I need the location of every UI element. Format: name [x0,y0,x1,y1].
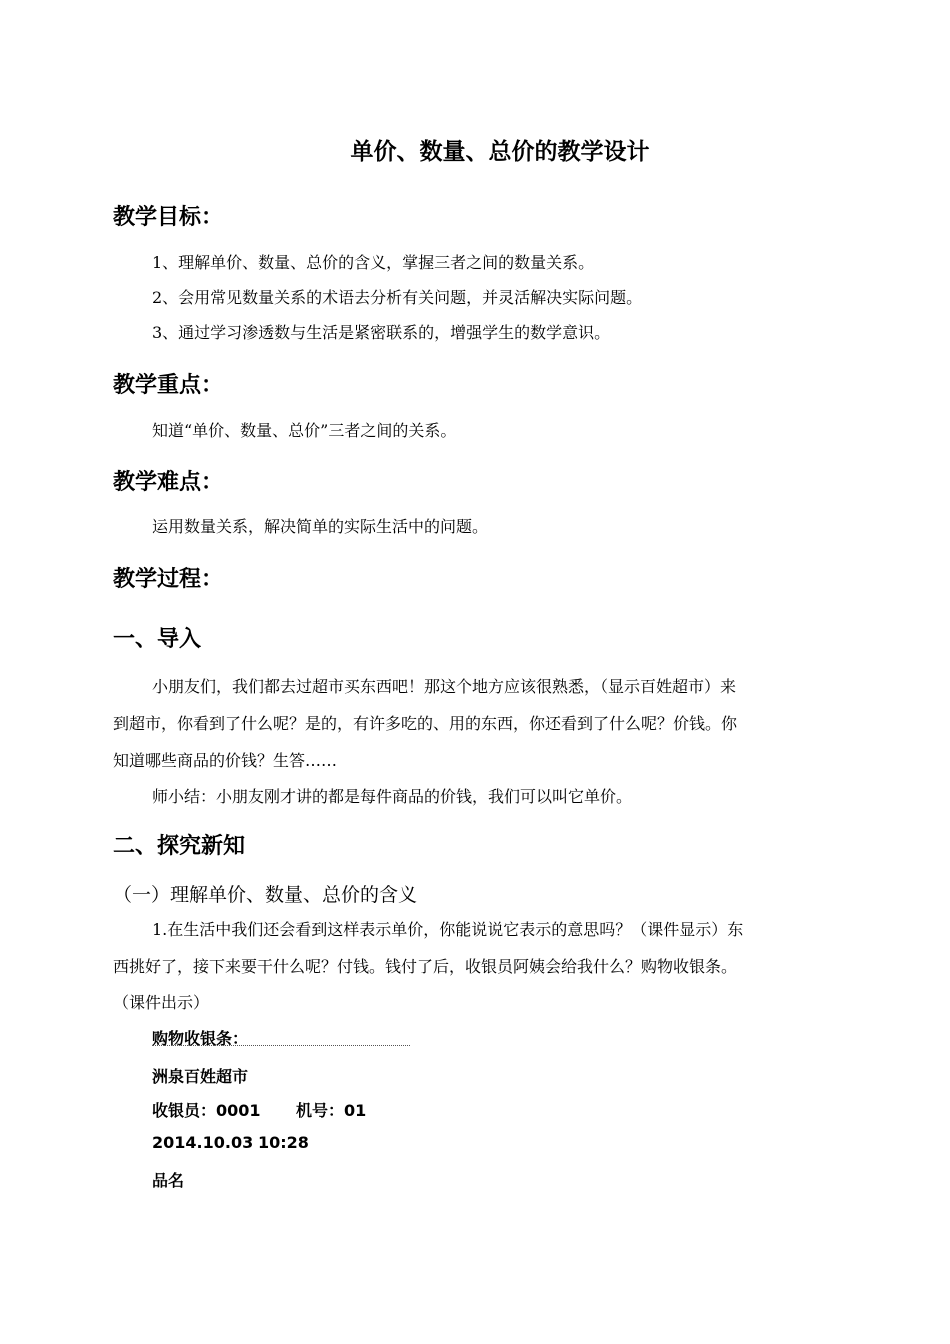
difficulty-text: 运用数量关系，解决简单的实际生活中的问题。 [152,517,489,536]
receipt-label: 购物收银条： [152,1029,249,1048]
receipt-cashier: 收银员：0001 [152,1101,261,1120]
receipt-machine: 机号：01 [296,1101,367,1120]
section1-line: 知道哪些商品的价钱？生答…… [113,751,338,770]
section1-line: 小朋友们，我们都去过超市买东西吧！那这个地方应该很熟悉，（显示百姓超市）来 [152,677,737,696]
difficulty-heading: 教学难点： [113,470,224,495]
key-point-heading: 教学重点： [113,373,224,398]
section2-line: 西挑好了，接下来要干什么呢？付钱。钱付了后，收银员阿姨会给我什么？购物收银条。 [113,957,738,976]
section2-line: 1.在生活中我们还会看到这样表示单价，你能说说它表示的意思吗？（课件显示）东 [152,920,744,939]
section1-summary: 师小结：小朋友刚才讲的都是每件商品的价钱，我们可以叫它单价。 [152,787,633,806]
key-point-text: 知道“单价、数量、总价”三者之间的关系。 [152,421,457,440]
section2-heading: 二、探究新知 [113,834,246,859]
receipt-underline [152,1045,410,1046]
section2-line: （课件出示） [113,993,210,1012]
section2-subheading: （一）理解单价、数量、总价的含义 [113,884,418,906]
receipt-time: 10:28 [258,1133,309,1152]
goal-item: 1、理解单价、数量、总价的含义，掌握三者之间的数量关系。 [152,253,595,272]
goal-item: 2、会用常见数量关系的术语去分析有关问题，并灵活解决实际问题。 [152,288,643,307]
receipt-date: 2014.10.03 [152,1133,254,1152]
goals-heading: 教学目标： [113,205,224,230]
receipt-item-header: 品名 [152,1171,185,1190]
section1-heading: 一、导入 [113,627,202,652]
receipt-store: 洲泉百姓超市 [152,1067,249,1086]
section1-line: 到超市，你看到了什么呢？是的，有许多吃的、用的东西，你还看到了什么呢？价钱。你 [113,714,738,733]
process-heading: 教学过程： [113,567,224,592]
page-title: 单价、数量、总价的教学设计 [350,139,650,165]
goal-item: 3、通过学习渗透数与生活是紧密联系的，增强学生的数学意识。 [152,323,611,342]
